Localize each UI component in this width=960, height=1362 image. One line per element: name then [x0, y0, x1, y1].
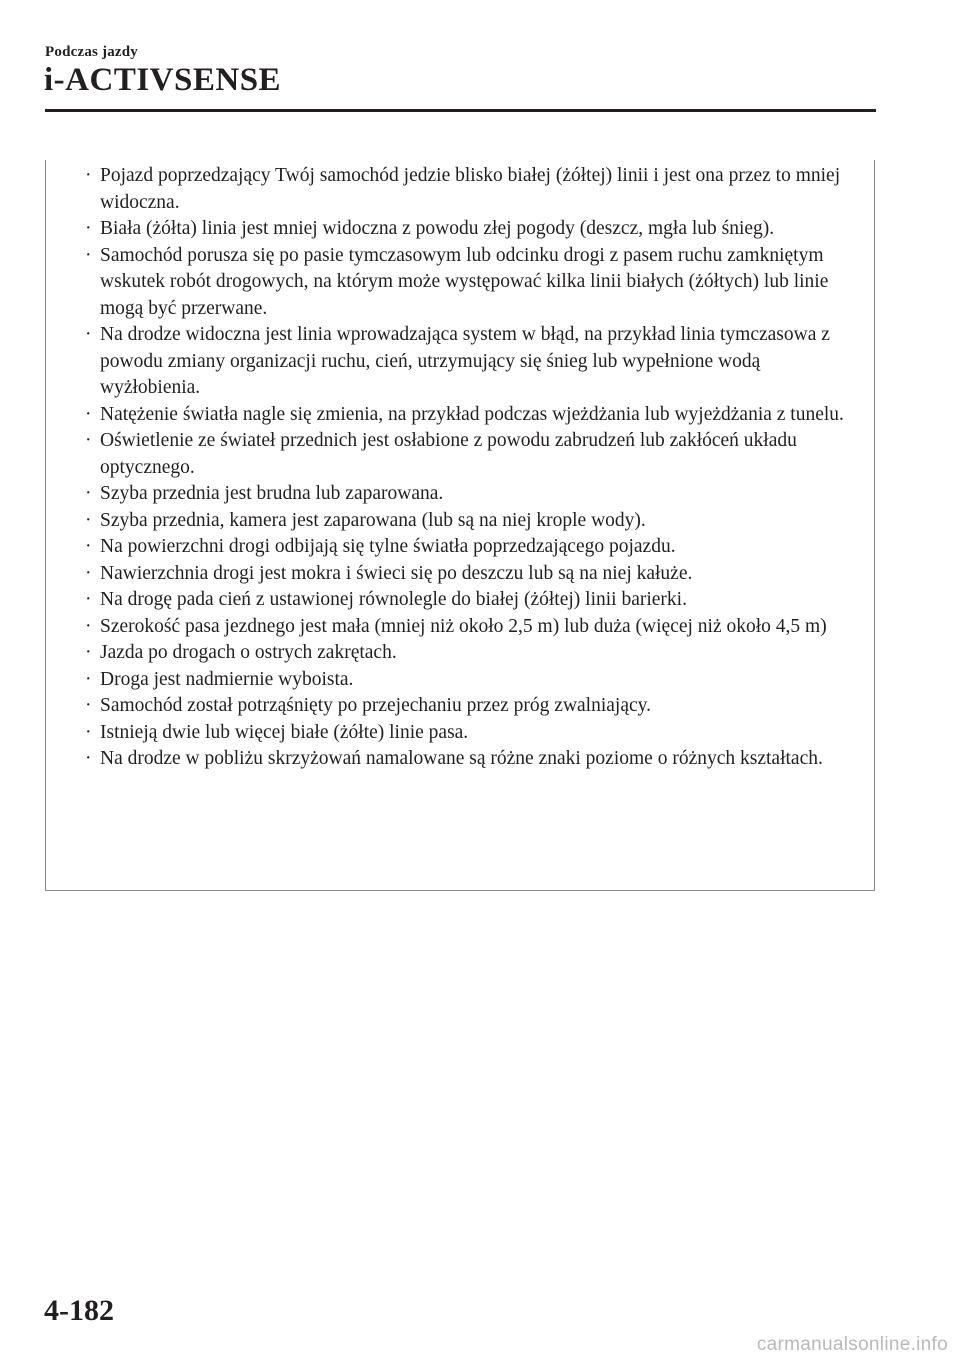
list-item-text: Droga jest nadmiernie wyboista. [100, 668, 354, 690]
bullet-icon: · [85, 218, 92, 239]
bullet-icon: · [85, 536, 92, 557]
list-item-text: Samochód został potrząśnięty po przejechaniu przez próg zwalniający. [100, 695, 652, 716]
bullet-icon: · [85, 403, 92, 425]
list-item [84, 561, 864, 588]
list-item-text: Pojazd poprzedzający Twój samochód jedzie blisko białej (żółtej) linii i jest ona przez to mniej widoczna. [100, 165, 841, 213]
list-item [84, 587, 864, 614]
list-item-text: Na drodze w pobliżu skrzyżowań namalowane są różne znaki poziome o różnych kształtach. [100, 748, 823, 769]
chapter-title: i-ACTIVSENSE [44, 62, 282, 98]
list-item-text: Na powierzchni drogi odbijają się tylne światła poprzedzającego pojazdu. [100, 536, 676, 557]
bullet-icon: · [85, 721, 92, 743]
list-item-text: Na drogę pada cień z ustawionej równolegle do białej (żółtej) linii barierki. [100, 589, 687, 610]
bullet-icon: · [85, 642, 92, 663]
list-item [84, 216, 864, 243]
bullet-icon: · [85, 430, 92, 451]
list-item [84, 667, 864, 694]
watermark: carmanualsonline.info [756, 1334, 948, 1355]
bullet-icon: · [85, 244, 92, 266]
bullet-icon: · [85, 589, 92, 610]
bullet-icon: · [85, 324, 92, 345]
list-item [84, 693, 864, 720]
bullet-list [84, 163, 864, 773]
bullet-icon: · [85, 748, 92, 769]
list-item-text: Jazda po drogach o ostrych zakrętach. [100, 642, 397, 663]
page-number: 4-182 [44, 1294, 114, 1327]
bullet-icon: · [85, 668, 92, 690]
bullet-icon: · [85, 509, 92, 531]
list-item-text: Biała (żółta) linia jest mniej widoczna z powodu złej pogody (deszcz, mgła lub śnieg). [100, 218, 775, 239]
list-item [84, 508, 864, 535]
list-item-text: Szyba przednia jest brudna lub zaparowana. [100, 483, 444, 504]
list-item [84, 720, 864, 747]
caution-box [45, 160, 875, 891]
list-item-text: Nawierzchnia drogi jest mokra i świeci się po deszczu lub są na niej kałuże. [100, 562, 693, 584]
list-item [84, 614, 864, 641]
list-item [84, 163, 864, 216]
section-label: Podczas jazdy [45, 44, 139, 60]
list-item-text: Szyba przednia, kamera jest zaparowana (lub są na niej krople wody). [100, 509, 646, 531]
list-item [84, 534, 864, 561]
list-item-text: Natężenie światła nagle się zmienia, na przykład podczas wjeżdżania lub wyjeżdżania z tunelu. [100, 403, 844, 425]
list-item-text: Oświetlenie ze świateł przednich jest osłabione z powodu zabrudzeń lub zakłóceń układu optycznego. [100, 430, 797, 478]
list-item [84, 243, 864, 323]
bullet-icon: · [85, 562, 92, 584]
list-item [84, 428, 864, 481]
list-item [84, 481, 864, 508]
list-item [84, 322, 864, 402]
list-item [84, 640, 864, 667]
bullet-icon: · [85, 615, 92, 637]
list-item [84, 402, 864, 429]
list-item [84, 746, 864, 773]
list-item-text: Samochód porusza się po pasie tymczasowym lub odcinku drogi z pasem ruchu zamkniętym wskutek robót drogowych, na którym może występować kilka linii białych (żółtych) lub linie mogą być przerwane. [100, 244, 829, 319]
bullet-icon: · [85, 695, 92, 716]
list-item-text: Na drodze widoczna jest linia wprowadzająca system w błąd, na przykład linia tymczasowa z powodu zmiany organizacji ruchu, cień, utrzymujący się śnieg lub wypełnione wodą wyżłobienia. [100, 324, 830, 398]
list-item-text: Szerokość pasa jezdnego jest mała (mniej niż około 2,5 m) lub duża (więcej niż około 4,5 m) [100, 615, 827, 637]
bullet-icon: · [85, 165, 92, 186]
header-rule [45, 109, 876, 112]
bullet-icon: · [85, 483, 92, 504]
list-item-text: Istnieją dwie lub więcej białe (żółte) linie pasa. [100, 721, 469, 743]
